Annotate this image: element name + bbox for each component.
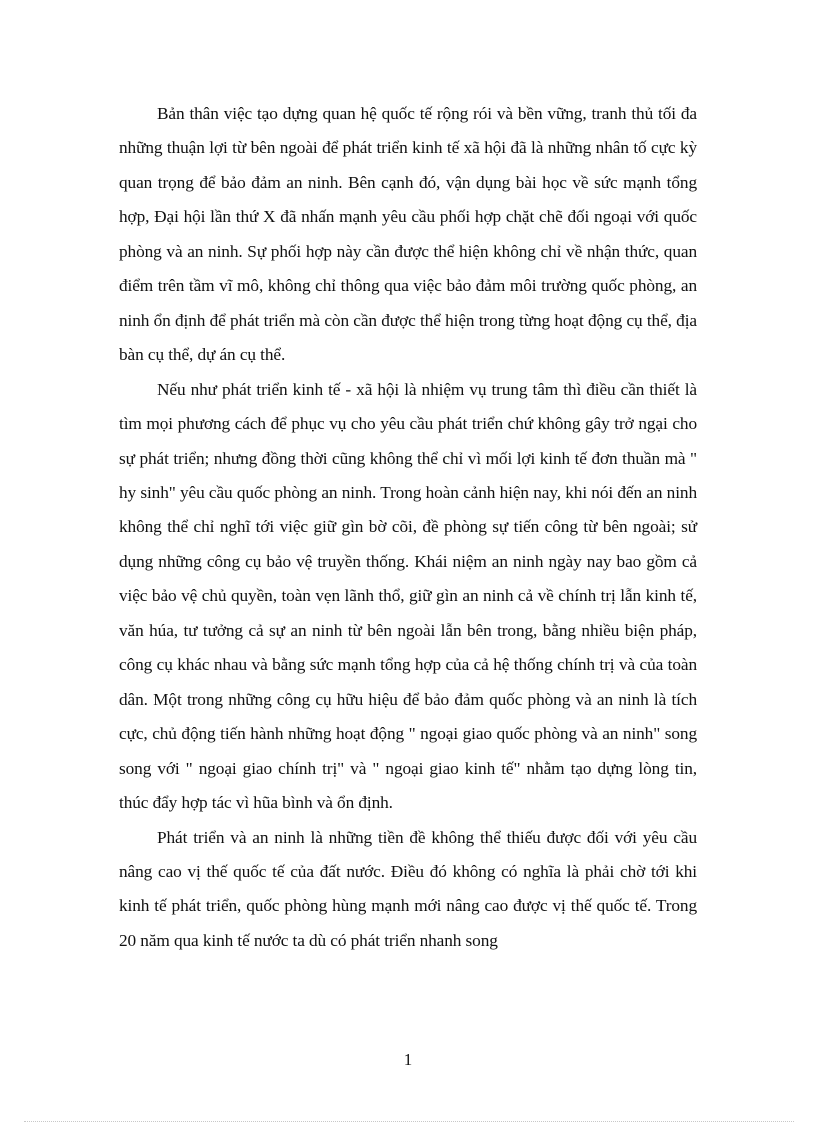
page-bottom-divider <box>24 1121 794 1122</box>
page-number: 1 <box>403 1050 413 1069</box>
paragraph-3: Phát triển và an ninh là những tiền đề không thể thiếu được đối với yêu cầu nâng cao vị thế quốc tế của đất nước. Điều đó không có nghĩa là phải chờ tới khi kinh tế phát triển, quốc phòng hùng mạnh mới nâng cao được vị thế quốc tế. Trong 20 năm qua kinh tế nước ta dù có phát triển nhanh song <box>119 827 697 950</box>
paragraph-1: Bản thân việc tạo dựng quan hệ quốc tế rộng rói và bền vững, tranh thủ tối đa những thuận lợi từ bên ngoài để phát triển kinh tế xã hội đã là những nhân tố cực kỳ quan trọng để bảo đảm an ninh. Bên cạnh đó, vận dụng bài học về sức mạnh tổng hợp, Đại hội lần thứ X đã nhấn mạnh yêu cầu phối hợp chặt chẽ đối ngoại với quốc phòng và an ninh. Sự phối hợp này cần được thể hiện không chỉ về nhận thức, quan điểm trên tầm vĩ mô, không chỉ thông qua việc bảo đảm môi trường quốc phòng, an ninh ổn định để phát triển mà còn cần được thể hiện trong từng hoạt động cụ thể, địa bàn cụ thể, dự án cụ thể. <box>119 104 697 365</box>
page-body <box>119 97 697 958</box>
paragraph-2: Nếu như phát triển kinh tế - xã hội là nhiệm vụ trung tâm thì điều cần thiết là tìm mọi phương cách để phục vụ cho yêu cầu phát triển chứ không gây trở ngại cho sự phát triển; nhưng đồng thời cũng không thể chỉ vì mối lợi kinh tế đơn thuần mà " hy sinh" yêu cầu quốc phòng an ninh. Trong hoàn cảnh hiện nay, khi nói đến an ninh không thể chỉ nghĩ tới việc giữ gìn bờ cõi, đề phòng sự tiến công từ bên ngoài; sử dụng những công cụ bảo vệ truyền thống. Khái niệm an ninh ngày nay bao gồm cả việc bảo vệ chủ quyền, toàn vẹn lãnh thổ, giữ gìn an ninh cả về chính trị lẫn kinh tế, văn húa, tư tưởng cả sự an ninh từ bên ngoài lẫn bên trong, bằng nhiều biện pháp, công cụ khác nhau và bằng sức mạnh tổng hợp của cả hệ thống chính trị và của toàn dân. Một trong những công cụ hữu hiệu để bảo đảm quốc phòng và an ninh là tích cực, chủ động tiến hành những hoạt động " ngoại giao quốc phòng và an ninh" song song với " ngoại giao chính trị" và " ngoại giao kinh tế" nhằm tạo dựng lòng tin, thúc đẩy hợp tác vì hũa bình và ổn định. <box>119 379 697 813</box>
